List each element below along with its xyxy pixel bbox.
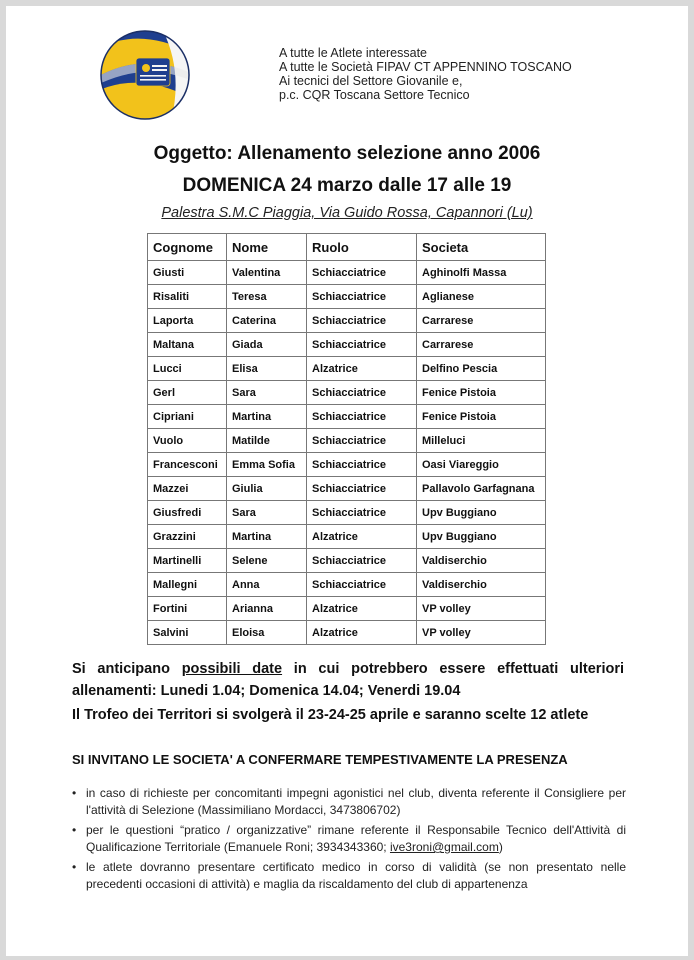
table-row xyxy=(148,477,546,501)
cell-ruolo: Alzatrice xyxy=(307,525,417,549)
cell-societa: Fenice Pistoia xyxy=(417,405,546,429)
table-row xyxy=(148,405,546,429)
cell-cognome: Mallegni xyxy=(148,573,227,597)
bullet-icon: • xyxy=(72,823,77,837)
cell-cognome: Lucci xyxy=(148,357,227,381)
cell-societa: Oasi Viareggio xyxy=(417,453,546,477)
cell-societa: Aglianese xyxy=(417,285,546,309)
table-row xyxy=(148,573,546,597)
volleyball-logo xyxy=(100,30,190,120)
table-row xyxy=(148,453,546,477)
note-text: in caso di richieste per concomitanti impegni agonistici nel club, diventa referente il Consigliere per l'attività di Selezione (Massimiliano Mordacci, 3473806702) xyxy=(86,786,626,817)
cell-cognome: Gerl xyxy=(148,381,227,405)
cell-nome: Teresa xyxy=(227,285,307,309)
cell-nome: Anna xyxy=(227,573,307,597)
cell-ruolo: Schiacciatrice xyxy=(307,549,417,573)
cell-cognome: Maltana xyxy=(148,333,227,357)
subject-title: Oggetto: Allenamento selezione anno 2006 xyxy=(153,143,541,164)
note-text: per le questioni “pratico / organizzative” rimane referente il Responsabile Tecnico dell'Attività di Qualificazione Territoriale (Emanuele Roni; 3934343360; xyxy=(86,823,626,854)
cell-societa: Carrarese xyxy=(417,309,546,333)
trophy-paragraph: Il Trofeo dei Territori si svolgerà il 23-24-25 aprile e saranno scelte 12 atlete xyxy=(72,707,589,723)
venue-line: Palestra S.M.C Piaggia, Via Guido Rossa, Capannori (Lu) xyxy=(161,205,533,221)
cell-ruolo: Alzatrice xyxy=(307,357,417,381)
cell-ruolo: Alzatrice xyxy=(307,621,417,645)
list-item xyxy=(72,859,626,893)
cell-nome: Giulia xyxy=(227,477,307,501)
table-row xyxy=(148,501,546,525)
cell-nome: Selene xyxy=(227,549,307,573)
email-link[interactable]: ive3roni@gmail.com xyxy=(389,840,499,854)
recipient-line: A tutte le Atlete interessate xyxy=(279,46,428,60)
cell-cognome: Cipriani xyxy=(148,405,227,429)
table-row xyxy=(148,357,546,381)
header-societa: Societa xyxy=(417,234,546,261)
table-row xyxy=(148,525,546,549)
table-row xyxy=(148,597,546,621)
notes-list xyxy=(72,785,626,896)
cell-societa: Delfino Pescia xyxy=(417,357,546,381)
cell-ruolo: Schiacciatrice xyxy=(307,333,417,357)
cell-ruolo: Schiacciatrice xyxy=(307,501,417,525)
cell-cognome: Laporta xyxy=(148,309,227,333)
cell-societa: Pallavolo Garfagnana xyxy=(417,477,546,501)
subject-date: DOMENICA 24 marzo dalle 17 alle 19 xyxy=(182,175,512,196)
cell-nome: Giada xyxy=(227,333,307,357)
cell-ruolo: Alzatrice xyxy=(307,597,417,621)
cell-cognome: Giusfredi xyxy=(148,501,227,525)
cell-cognome: Mazzei xyxy=(148,477,227,501)
dates-paragraph xyxy=(72,658,624,702)
recipient-line: A tutte le Società FIPAV CT APPENNINO TOSCANO xyxy=(279,60,572,74)
invite-heading: SI INVITANO LE SOCIETA' A CONFERMARE TEMPESTIVAMENTE LA PRESENZA xyxy=(72,752,568,767)
table-row xyxy=(148,333,546,357)
cell-nome: Martina xyxy=(227,525,307,549)
cell-societa: VP volley xyxy=(417,621,546,645)
cell-nome: Martina xyxy=(227,405,307,429)
cell-cognome: Giusti xyxy=(148,261,227,285)
cell-cognome: Vuolo xyxy=(148,429,227,453)
recipient-line: Ai tecnici del Settore Giovanile e, xyxy=(279,74,463,88)
cell-nome: Matilde xyxy=(227,429,307,453)
dates-text-before: Si anticipano xyxy=(72,661,182,677)
table-row xyxy=(148,429,546,453)
list-item xyxy=(72,822,626,856)
cell-ruolo: Schiacciatrice xyxy=(307,453,417,477)
cell-ruolo: Schiacciatrice xyxy=(307,381,417,405)
bullet-icon: • xyxy=(72,786,77,800)
cell-nome: Sara xyxy=(227,381,307,405)
cell-ruolo: Schiacciatrice xyxy=(307,261,417,285)
cell-cognome: Fortini xyxy=(148,597,227,621)
cell-ruolo: Schiacciatrice xyxy=(307,285,417,309)
cell-societa: Milleluci xyxy=(417,429,546,453)
dates-text-after: in cui potrebbero essere effettuati ulteriori allenamenti: Lunedi 1.04; Domenica 14.04; Venerdi 19.04 xyxy=(72,661,625,699)
table-row xyxy=(148,381,546,405)
cell-societa: Valdiserchio xyxy=(417,549,546,573)
cell-societa: Valdiserchio xyxy=(417,573,546,597)
athletes-table xyxy=(147,233,546,645)
header-nome: Nome xyxy=(227,234,307,261)
cell-ruolo: Schiacciatrice xyxy=(307,477,417,501)
table-header-row xyxy=(148,234,546,261)
header-cognome: Cognome xyxy=(148,234,227,261)
table-row xyxy=(148,285,546,309)
cell-societa: Fenice Pistoia xyxy=(417,381,546,405)
table-row xyxy=(148,309,546,333)
table-row xyxy=(148,261,546,285)
bullet-icon: • xyxy=(72,860,77,874)
note-text: le atlete dovranno presentare certificato medico in corso di validità (se non presentato nelle precedenti occasioni di attività) e maglia da riscaldamento del club di appartenenza xyxy=(86,860,626,891)
recipient-line: p.c. CQR Toscana Settore Tecnico xyxy=(279,88,470,102)
cell-nome: Sara xyxy=(227,501,307,525)
cell-nome: Elisa xyxy=(227,357,307,381)
cell-nome: Eloisa xyxy=(227,621,307,645)
cell-ruolo: Schiacciatrice xyxy=(307,309,417,333)
cell-societa: Aghinolfi Massa xyxy=(417,261,546,285)
cell-societa: Upv Buggiano xyxy=(417,525,546,549)
cell-cognome: Risaliti xyxy=(148,285,227,309)
cell-ruolo: Schiacciatrice xyxy=(307,405,417,429)
cell-nome: Valentina xyxy=(227,261,307,285)
header-ruolo: Ruolo xyxy=(307,234,417,261)
table-row xyxy=(148,549,546,573)
cell-ruolo: Schiacciatrice xyxy=(307,429,417,453)
cell-cognome: Francesconi xyxy=(148,453,227,477)
list-item xyxy=(72,785,626,819)
cell-cognome: Salvini xyxy=(148,621,227,645)
cell-societa: Upv Buggiano xyxy=(417,501,546,525)
cell-nome: Arianna xyxy=(227,597,307,621)
dates-text-underlined: possibili date xyxy=(181,661,283,677)
cell-cognome: Martinelli xyxy=(148,549,227,573)
cell-nome: Caterina xyxy=(227,309,307,333)
cell-societa: VP volley xyxy=(417,597,546,621)
cell-cognome: Grazzini xyxy=(148,525,227,549)
recipients-block xyxy=(279,46,572,102)
cell-nome: Emma Sofia xyxy=(227,453,307,477)
table-row xyxy=(148,621,546,645)
cell-ruolo: Schiacciatrice xyxy=(307,573,417,597)
note-text-end: ) xyxy=(498,840,503,854)
cell-societa: Carrarese xyxy=(417,333,546,357)
